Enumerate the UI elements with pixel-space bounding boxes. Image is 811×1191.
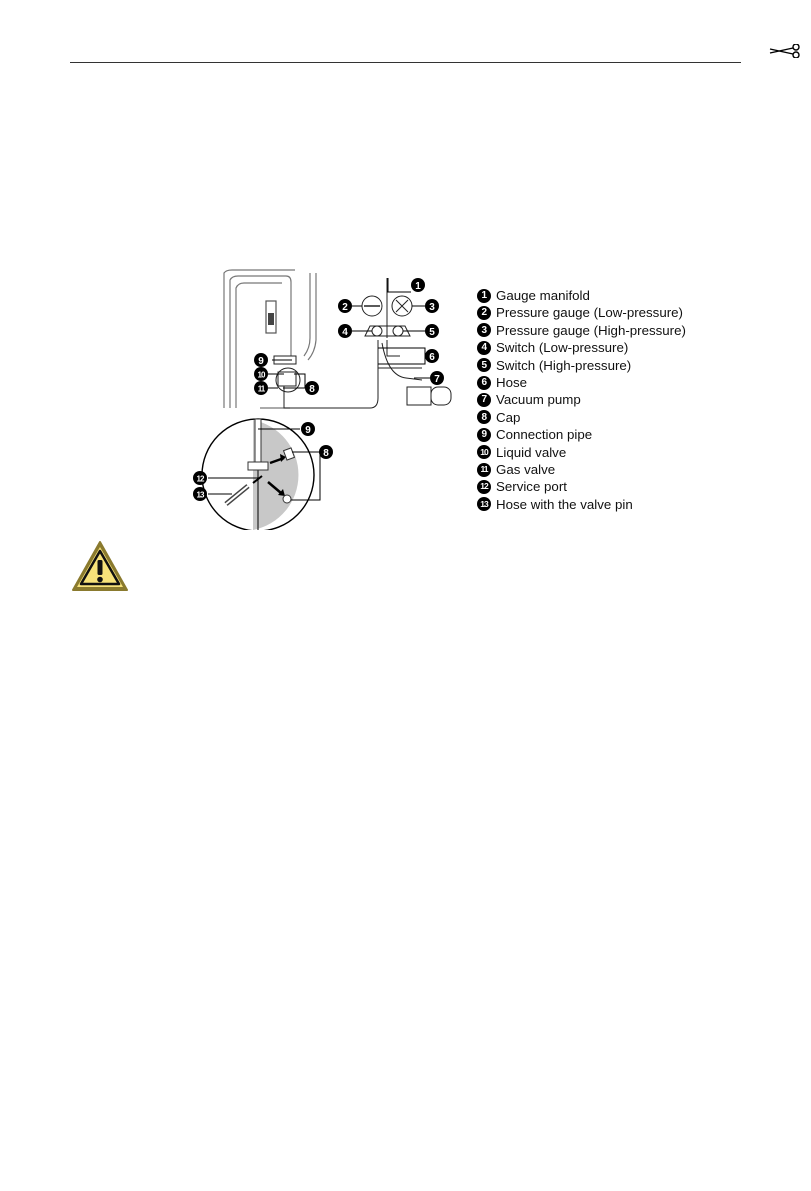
svg-text:8: 8 xyxy=(309,384,315,395)
legend-item xyxy=(477,496,777,513)
legend-label: Pressure gauge (High-pressure) xyxy=(496,322,686,338)
legend-item xyxy=(477,478,777,495)
legend-label: Cap xyxy=(496,409,521,425)
legend-number-badge: 9 xyxy=(477,428,491,442)
svg-text:11: 11 xyxy=(257,384,265,394)
header-rule xyxy=(70,62,741,63)
legend-item xyxy=(477,426,777,443)
legend-label: Pressure gauge (Low-pressure) xyxy=(496,305,683,321)
legend-item xyxy=(477,444,777,461)
valve-assembly-illustration xyxy=(274,356,378,408)
parts-legend xyxy=(477,287,777,513)
legend-item xyxy=(477,374,777,391)
legend-item xyxy=(477,304,777,321)
legend-label: Hose xyxy=(496,374,528,390)
warning-triangle-icon xyxy=(71,540,129,592)
legend-number-badge: 11 xyxy=(477,463,491,477)
legend-number-badge: 13 xyxy=(477,497,491,511)
legend-number-badge: 12 xyxy=(477,480,491,494)
legend-item xyxy=(477,322,777,339)
svg-text:9: 9 xyxy=(258,356,264,367)
legend-label: Service port xyxy=(496,479,567,495)
legend-item xyxy=(477,357,777,374)
legend-label: Liquid valve xyxy=(496,444,567,460)
legend-number-badge: 1 xyxy=(477,289,491,303)
legend-number-badge: 3 xyxy=(477,323,491,337)
scissors-icon xyxy=(766,44,806,58)
svg-text:1: 1 xyxy=(415,281,421,292)
legend-item xyxy=(477,339,777,356)
svg-text:13: 13 xyxy=(196,490,204,500)
svg-text:12: 12 xyxy=(196,474,204,484)
outdoor-unit-illustration xyxy=(224,270,316,408)
legend-item xyxy=(477,461,777,478)
legend-number-badge: 7 xyxy=(477,393,491,407)
legend-number-badge: 10 xyxy=(477,445,491,459)
legend-number-badge: 6 xyxy=(477,376,491,390)
legend-label: Vacuum pump xyxy=(496,392,581,408)
vacuum-setup-diagram xyxy=(160,268,470,530)
legend-item xyxy=(477,287,777,304)
detail-magnifier xyxy=(202,419,314,530)
svg-text:2: 2 xyxy=(342,302,348,313)
legend-number-badge: 2 xyxy=(477,306,491,320)
legend-label: Gauge manifold xyxy=(496,288,590,303)
svg-text:6: 6 xyxy=(429,352,435,363)
legend-label: Switch (Low-pressure) xyxy=(496,340,629,356)
legend-label: Switch (High-pressure) xyxy=(496,357,632,373)
legend-item xyxy=(477,391,777,408)
svg-text:9: 9 xyxy=(305,425,311,436)
svg-text:3: 3 xyxy=(429,302,435,313)
gauge-manifold-illustration xyxy=(362,278,451,405)
legend-label: Hose with the valve pin xyxy=(496,496,633,512)
legend-number-badge: 4 xyxy=(477,341,491,355)
legend-number-badge: 5 xyxy=(477,358,491,372)
svg-text:5: 5 xyxy=(429,327,435,338)
svg-text:8: 8 xyxy=(323,448,329,459)
legend-label: Connection pipe xyxy=(496,427,593,443)
svg-text:7: 7 xyxy=(434,374,440,385)
legend-item xyxy=(477,409,777,426)
svg-text:10: 10 xyxy=(257,370,265,380)
legend-label: Gas valve xyxy=(496,461,556,477)
svg-text:4: 4 xyxy=(342,327,348,338)
legend-number-badge: 8 xyxy=(477,410,491,424)
